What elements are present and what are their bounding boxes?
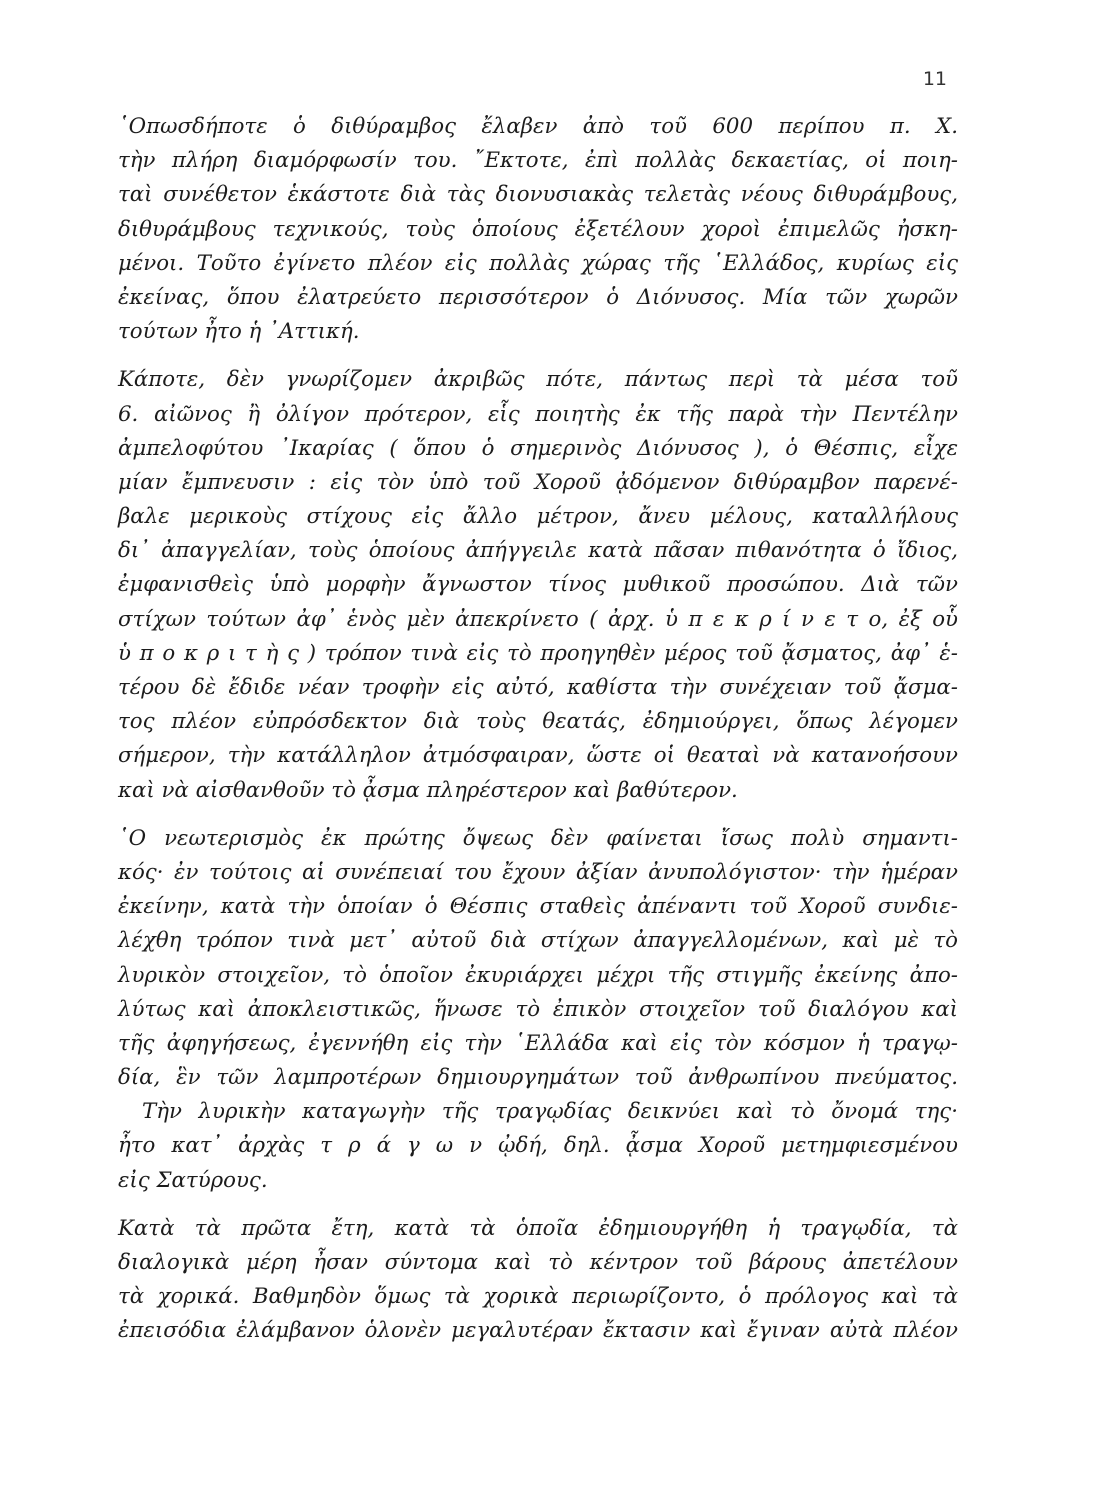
text-line: τὰ χορικά. Βαθμηδὸν ὅμως τὰ χορικὰ περιωρίζοντο, ὁ πρόλογος καὶ τὰ (118, 1284, 958, 1310)
text-line: ταὶ συνέθετον ἑκάστοτε διὰ τὰς διονυσιακὰς τελετὰς νέους διθυράμβους, (118, 182, 958, 208)
text-line: 6. αἰῶνος ἢ ὀλίγον πρότερον, εἷς ποιητὴς ἐκ τῆς παρὰ τὴν Πεντέλην (118, 401, 958, 427)
text-line: δία, ἓν τῶν λαμπροτέρων δημιουργημάτων τοῦ ἀνθρωπίνου πνεύματος. (118, 1065, 958, 1091)
text-line: ἐκείνην, κατὰ τὴν ὁποίαν ὁ Θέσπις σταθεὶς ἀπέναντι τοῦ Χοροῦ συνδιε- (118, 894, 958, 920)
text-line: ἦτο κατ᾿ ἀρχὰς τ ρ ά γ ω ν ᾠδή, δηλ. ᾆσμα Χοροῦ μετημφιεσμένου (118, 1133, 958, 1159)
text-line: καὶ νὰ αἰσθανθοῦν τὸ ᾆσμα πληρέστερον καὶ βαθύτερον. (118, 777, 738, 803)
text-line: ῾Οπωσδήποτε ὁ διθύραμβος ἔλαβεν ἀπὸ τοῦ 600 περίπου π. Χ. (118, 114, 958, 139)
text-line: εἰς Σατύρους. (118, 1167, 268, 1193)
text-line: τέρου δὲ ἔδιδε νέαν τροφὴν εἰς αὐτό, καθίστα τὴν συνέχειαν τοῦ ᾄσμα- (118, 675, 958, 700)
text-line: διθυράμβους τεχνικούς, τοὺς ὁποίους ἐξετέλουν χοροὶ ἐπιμελῶς ἠσκη- (118, 216, 958, 242)
text-line: στίχων τούτων ἀφ᾿ ἑνὸς μὲν ἀπεκρίνετο ( ἀρχ. ὑ π ε κ ρ ί ν ε τ ο, ἐξ οὗ (118, 606, 958, 632)
text-line: βαλε μερικοὺς στίχους εἰς ἄλλο μέτρον, ἄνευ μέλους, καταλλήλους (118, 504, 958, 530)
text-line: τος πλέον εὐπρόσδεκτον διὰ τοὺς θεατάς, ἐδημιούργει, ὅπως λέγομεν (118, 709, 958, 735)
text-line: κός· ἐν τούτοις αἱ συνέπειαί του ἔχουν ἀξίαν ἀνυπολόγιστον· τὴν ἡμέραν (118, 859, 958, 885)
text-line: ἐπεισόδια ἐλάμβανον ὁλονὲν μεγαλυτέραν ἔκτασιν καὶ ἔγιναν αὐτὰ πλέον (118, 1318, 958, 1344)
text-line: ἐμφανισθεὶς ὑπὸ μορφὴν ἄγνωστον τίνος μυθικοῦ προσώπου. Διὰ τῶν (118, 572, 958, 598)
text-line: μίαν ἔμπνευσιν : εἰς τὸν ὑπὸ τοῦ Χοροῦ ᾀδόμενον διθύραμβον παρενέ- (118, 469, 958, 495)
text-line: λέχθη τρόπον τινὰ μετ᾿ αὐτοῦ διὰ στίχων ἀπαγγελλομένων, καὶ μὲ τὸ (118, 928, 958, 954)
body-text (118, 110, 958, 1363)
text-line: τῆς ἀφηγήσεως, ἐγεννήθη εἰς τὴν ῾Ελλάδα καὶ εἰς τὸν κόσμον ἡ τραγῳ- (118, 1030, 958, 1056)
text-line: μένοι. Τοῦτο ἐγίνετο πλέον εἰς πολλὰς χώρας τῆς ῾Ελλάδος, κυρίως εἰς (118, 250, 958, 276)
paragraph-4 (118, 1095, 958, 1198)
text-line: λύτως καὶ ἀποκλειστικῶς, ἥνωσε τὸ ἐπικὸν στοιχεῖον τοῦ διαλόγου καὶ (118, 996, 958, 1022)
paragraph-2 (118, 363, 958, 807)
text-line: τὴν πλήρη διαμόρφωσίν του. ῎Εκτοτε, ἐπὶ πολλὰς δεκαετίας, οἱ ποιη- (118, 148, 958, 174)
text-line: σήμερον, τὴν κατάλληλον ἀτμόσφαιραν, ὥστε οἱ θεαταὶ νὰ κατανοήσουν (118, 743, 958, 769)
text-line: Κάποτε, δὲν γνωρίζομεν ἀκριβῶς πότε, πάντως περὶ τὰ μέσα τοῦ (118, 367, 958, 393)
text-line: Κατὰ τὰ πρῶτα ἔτη, κατὰ τὰ ὁποῖα ἐδημιουργήθη ἡ τραγῳδία, τὰ (118, 1215, 958, 1241)
paragraph-5 (118, 1212, 958, 1349)
text-line: τούτων ἦτο ἡ ᾿Αττική. (118, 319, 360, 345)
text-line: διαλογικὰ μέρη ἦσαν σύντομα καὶ τὸ κέντρον τοῦ βάρους ἀπετέλουν (118, 1250, 958, 1275)
page-number: 11 (922, 68, 947, 90)
paragraph-1 (118, 110, 958, 349)
text-line: ἀμπελοφύτου ᾿Ικαρίας ( ὅπου ὁ σημερινὸς Διόνυσος ), ὁ Θέσπις, εἶχε (118, 435, 958, 461)
text-line: ὑ π ο κ ρ ι τ ὴ ς ) τρόπον τινὰ εἰς τὸ προηγηθὲν μέρος τοῦ ᾄσματος, ἀφ᾿ ἑ- (118, 640, 958, 666)
paragraph-3 (118, 822, 958, 1096)
text-line: ἐκείνας, ὅπου ἐλατρεύετο περισσότερον ὁ Διόνυσος. Μία τῶν χωρῶν (118, 284, 958, 310)
text-line: ῾Ο νεωτερισμὸς ἐκ πρώτης ὄψεως δὲν φαίνεται ἴσως πολὺ σημαντι- (118, 825, 958, 851)
text-line: δι᾿ ἀπαγγελίαν, τοὺς ὁποίους ἀπήγγειλε κατὰ πᾶσαν πιθανότητα ὁ ἴδιος, (118, 538, 958, 564)
text-line: Τὴν λυρικὴν καταγωγὴν τῆς τραγῳδίας δεικνύει καὶ τὸ ὄνομά της· (142, 1099, 958, 1125)
text-line: λυρικὸν στοιχεῖον, τὸ ὁποῖον ἐκυριάρχει μέχρι τῆς στιγμῆς ἐκείνης ἀπο- (118, 962, 958, 988)
